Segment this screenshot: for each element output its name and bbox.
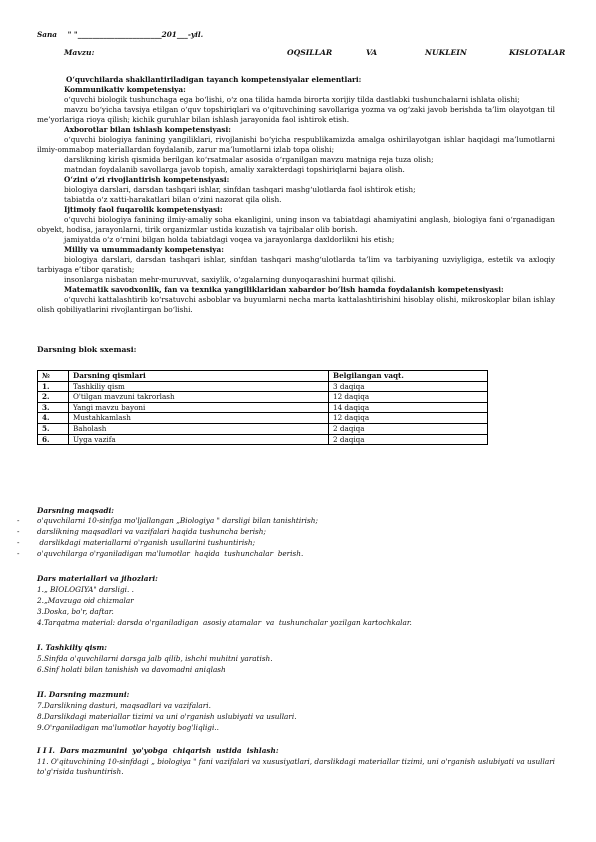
bullet-dash: - xyxy=(17,527,20,536)
k1-paragraph-2: mavzu bo‘yicha tavsiya etilgan o‘quv topshiriqlari va o‘qituvchining savollariga yozma va og‘zaki javob berishda ta’lim olayotgan til me’yorlariga rioya qilish; kichik guruhlar bilan ishlash jarayonida faol ishtirok etish. xyxy=(37,105,555,124)
goal-item-3: darslikdagi materiallarni o'rganish usullarini tushuntirish; xyxy=(37,538,256,547)
materials-title: Dars materiallari va jihozlari: xyxy=(37,574,158,583)
row-number: 3. xyxy=(38,402,69,413)
bullet-dash: - xyxy=(17,549,20,558)
materials-item-3: 3.Doska, bo'r, daftar. xyxy=(37,607,114,616)
k1-paragraph-1: o‘quvchi biologik tushunchaga ega bo‘lishi, o‘z ona tilida hamda birorta xorijiy tilda dastlabki tushunchalarni ishlata olishi; xyxy=(64,95,520,104)
goal-title: Darsning maqsadi: xyxy=(37,506,114,515)
row-time: 14 daqiqa xyxy=(329,402,488,413)
row-part: Uyga vazifa xyxy=(69,434,329,445)
k5-title: Milliy va umummadaniy kompetensiya: xyxy=(64,245,224,254)
date-label: Sana xyxy=(37,30,58,39)
row-time: 12 daqiqa xyxy=(329,392,488,403)
table-row xyxy=(38,434,488,445)
table-header-row xyxy=(38,371,488,382)
k3-title: O‘zini o‘zi rivojlantirish kompetensiyasi: xyxy=(64,175,230,184)
row-number: 2. xyxy=(38,392,69,403)
k4-paragraph-2: jamiyatda o‘z o‘rnini bilgan holda tabiatdagi voqea va jarayonlarga daxldorlikni his etish; xyxy=(64,235,395,244)
part3-title: I I I. Dars mazmunini yo'yobga chiqarish ustida ishlash: xyxy=(37,746,279,755)
row-part: Yangi mavzu bayoni xyxy=(69,402,329,413)
k3-paragraph-1: biologiya darslari, darsdan tashqari ishlar, sinfdan tashqari mashg‘ulotlarda faol ishtirok etish; xyxy=(64,185,416,194)
part1-item-2: 6.Sinf holati bilan tanishish va davomadni aniqlash xyxy=(37,665,226,674)
part2-item-1: 7.Darslikning dasturi, maqsadlari va vazifalari. xyxy=(37,701,211,710)
k2-paragraph-2: darslikning kirish qismida berilgan ko‘rsatmalar asosida o‘rganilgan mavzu matniga reja tuza olish; xyxy=(64,155,434,164)
topic-word-1: OQSILLAR xyxy=(287,48,333,57)
part1-item-1: 5.Sinfda o'quvchilarni darsga jalb qilib, ishchi muhitni yaratish. xyxy=(37,654,273,663)
k4-paragraph-1: o‘quvchi biologiya fanining ilmiy-amaliy soha ekanligini, uning inson va tabiatdagi ahamiyatini anglash, biologiya fani o‘rganadigan obyekt, hodisa, jarayonlarni, tirik organizmlar ustida kuzatish va tajribalar olib borish. xyxy=(37,215,555,234)
part2-title: II. Darsning mazmuni: xyxy=(37,690,130,699)
table-row xyxy=(38,423,488,434)
k5-paragraph-2: insonlarga nisbatan mehr-muruvvat, saxiylik, o‘zgalarning dunyoqarashini hurmat qilishi. xyxy=(64,275,396,284)
row-number: 5. xyxy=(38,423,69,434)
materials-item-2: 2.„Mavzuga oid chizmalar xyxy=(37,596,134,605)
competencies-title: O‘quvchilarda shakllantiriladigan tayanch kompetensiyalar elementlari: xyxy=(66,75,362,84)
k2-paragraph-3: matndan foydalanib savollarga javob topish, amaliy xarakterdagi topshiriqlarni bajara olish. xyxy=(64,165,405,174)
k6-title: Matematik savodxonlik, fan va texnika yangiliklaridan xabardor bo‘lish hamda foydalanish kompetensiyasi: xyxy=(64,285,504,294)
date-blank: " "_______________________201___-yil. xyxy=(67,30,204,39)
materials-item-1: 1.„ BIOLOGIYA" darsligi. . xyxy=(37,585,134,594)
row-number: 1. xyxy=(38,381,69,392)
row-number: 4. xyxy=(38,413,69,424)
topic-word-3: NUKLEIN xyxy=(425,48,467,57)
goal-item-2: darslikning maqsadlari va vazifalari haqida tushuncha berish; xyxy=(37,527,266,536)
row-time: 3 daqiqa xyxy=(329,381,488,392)
date-line xyxy=(37,30,203,40)
block-scheme-title: Darsning blok sxemasi: xyxy=(37,345,137,354)
topic-word-2: VA xyxy=(366,48,378,57)
k1-title: Kommunikativ kompetensiya: xyxy=(64,85,186,94)
row-time: 2 daqiqa xyxy=(329,423,488,434)
row-time: 2 daqiqa xyxy=(329,434,488,445)
table-row xyxy=(38,402,488,413)
goal-item-4: o'quvchilarga o'rganiladigan ma'lumotlar haqida tushunchalar berish. xyxy=(37,549,304,558)
header-number: № xyxy=(38,371,69,382)
header-parts: Darsning qismlari xyxy=(69,371,329,382)
row-part: Mustahkamlash xyxy=(69,413,329,424)
row-part: O'tilgan mavzuni takrorlash xyxy=(69,392,329,403)
row-part: Tashkiliy qism xyxy=(69,381,329,392)
topic-label: Mavzu: xyxy=(64,48,95,57)
table-row xyxy=(38,392,488,403)
topic-word-4: KISLOTALAR xyxy=(509,48,566,57)
k6-paragraph-1: o‘quvchi kattalashtirib ko‘rsatuvchi asboblar va buyumlarni necha marta kattalashtirishini hisoblay olishi, mikroskoplar bilan ishlay olish qobiliyatlarini rivojlantirgan bo‘lishi. xyxy=(37,295,555,314)
row-part: Baholash xyxy=(69,423,329,434)
part3-text: 11. O'qituvchining 10-sinfdagi „ biologiya " fani vazifalari va xususiyatlari, darslikdagi materiallar tizimi, uni o'rganish uslubiyati va usullari to'g'risida tushuntirish. xyxy=(37,757,556,776)
k2-title: Axborotlar bilan ishlash kompetensiyasi: xyxy=(64,125,231,134)
row-number: 6. xyxy=(38,434,69,445)
topic-line xyxy=(0,48,596,60)
part2-item-2: 8.Darslikdagi materiallar tizimi va uni o'rganish uslubiyati va usullari. xyxy=(37,712,297,721)
materials-item-4: 4.Tarqatma material: darsda o'rganiladigan asosiy atamalar va tushunchalar yozilgan kartochkalar. xyxy=(37,618,412,627)
k3-paragraph-2: tabiatda o‘z xatti-harakatlari bilan o‘zini nazorat qila olish. xyxy=(64,195,282,204)
bullet-dash: - xyxy=(17,516,20,525)
table-row xyxy=(38,413,488,424)
k4-title: Ijtimoiy faol fuqarolik kompetensiyasi: xyxy=(64,205,223,214)
part2-item-3: 9.O'rganiladigan ma'lumotlar hayotiy bog'liqligi.. xyxy=(37,723,219,732)
header-time: Belgilangan vaqt. xyxy=(329,371,488,382)
block-scheme-table xyxy=(37,370,488,445)
goal-item-1: o'quvchilarni 10-sinfga mo'ljallangan „Biologiya " darsligi bilan tanishtirish; xyxy=(37,516,318,525)
part1-title: I. Tashkiliy qism: xyxy=(37,643,107,652)
k2-paragraph-1: o‘quvchi biologiya fanining yangiliklari, rivojlanishi bo‘yicha respublikamizda amalga oshirilayotgan ishlar haqidagi ma’lumotlarni ilmiy-ommabop materiallardan foydalanib, zarur ma’lumotlarni izlab topa olishi; xyxy=(37,135,555,154)
row-time: 12 daqiqa xyxy=(329,413,488,424)
table-row xyxy=(38,381,488,392)
k5-paragraph-1: biologiya darslari, darsdan tashqari ishlar, sinfdan tashqari mashg‘ulotlarda ta’lim va tarbiyaning uzviyligiga, estetik va axloqiy tarbiyaga e’tibor qaratish; xyxy=(37,255,555,274)
bullet-dash: - xyxy=(17,538,20,547)
